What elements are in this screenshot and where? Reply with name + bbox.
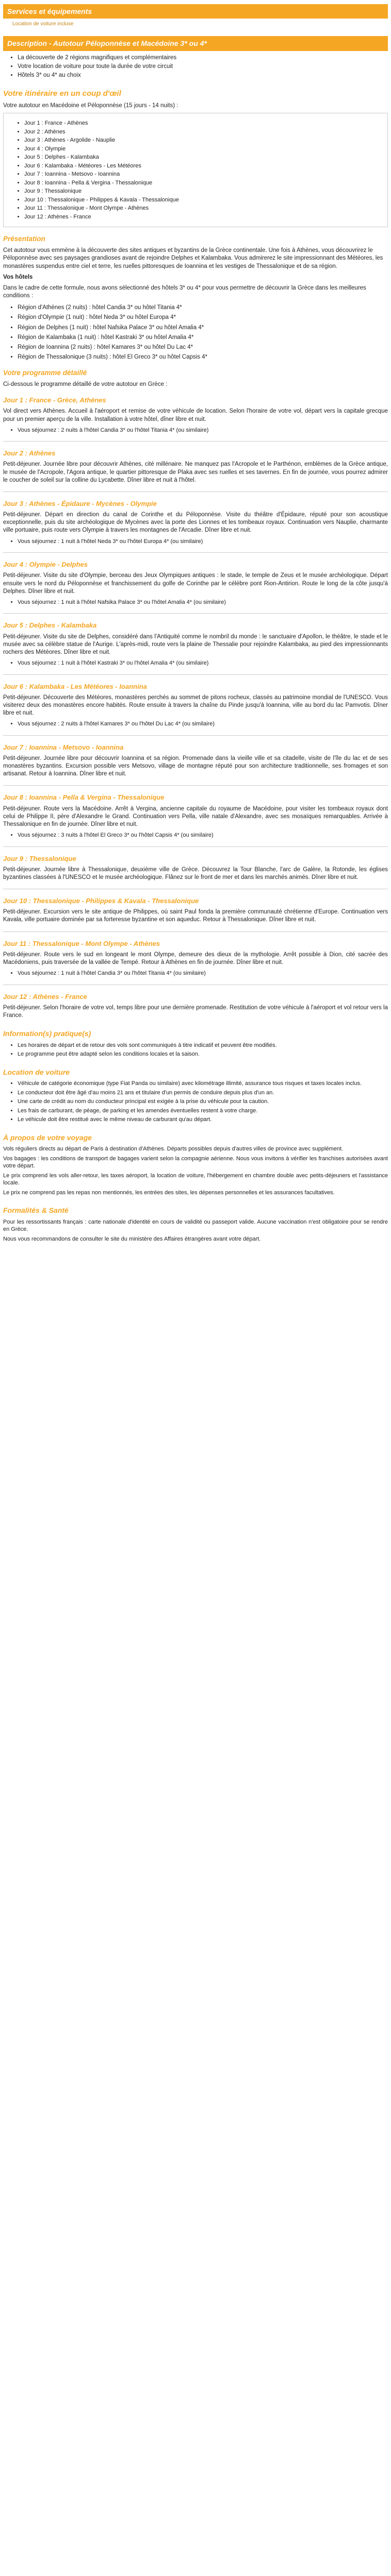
itinerary-day: • Jour 9 : Thessalonique	[24, 188, 380, 195]
car-rental-link[interactable]: Location de voiture incluse	[12, 21, 74, 27]
day-title: Jour 11 : Thessalonique - Mont Olympe - Athènes	[3, 939, 160, 947]
car-rental-item: • Véhicule de catégorie économique (type Fiat Panda ou similaire) avec kilométrage illimité, assurance tous risques et taxes locales inclus.	[18, 1080, 388, 1088]
day-hotel: • Vous séjournez : 1 nuit à l'hôtel Nafsika Palace 3* ou l'hôtel Amalia 4* (ou similaire)	[18, 599, 388, 606]
trip-info-text: Vos bagages : les conditions de transport de bagages varient selon la compagnie aérienne. Nous vous invitons à vérifier les franchises autorisées avant votre départ.	[3, 1155, 388, 1170]
car-rental-item: • Une carte de crédit au nom du conducteur principal est exigée à la prise du véhicule pour la caution.	[18, 1098, 388, 1106]
day-hotel: • Vous séjournez : 1 nuit à l'hôtel Neda 3* ou l'hôtel Europa 4* (ou similaire)	[18, 538, 388, 546]
intro-bullet: • Hôtels 3* ou 4* au choix	[18, 72, 388, 79]
day-title: Jour 5 : Delphes - Kalambaka	[3, 621, 97, 630]
hotels-heading: Vos hôtels	[3, 274, 33, 280]
day-hotel: • Vous séjournez : 3 nuits à l'hôtel El Greco 3* ou l'hôtel Capsis 4* (ou similaire)	[18, 832, 388, 839]
car-rental-item: • Le véhicule doit être restitué avec le même niveau de carburant qu'au départ.	[18, 1116, 388, 1124]
day-title: Jour 3 : Athènes - Épidaure - Mycènes - Olympie	[3, 499, 157, 507]
day-text: Petit-déjeuner. Départ en direction du canal de Corinthe et du Péloponnèse. Visite du théâtre d'Épidaure, réputé pour son acoustique exceptionnelle, puis du site archéologique de Mycènes avec la porte des Lionnes et les tombeaux royaux. Continuation vers Nauplie, charmante ville portuaire, puis route vers Olympie à travers les montagnes de l'Arcadie. Dîner libre et nuit.	[3, 512, 388, 534]
day-11	[3, 939, 388, 985]
hotel-item: • Région de Ioannina (2 nuits) : hôtel Kamares 3* ou hôtel Du Lac 4*	[18, 344, 388, 351]
day-title: Jour 7 : Ioannina - Metsovo - Ioannina	[3, 743, 124, 751]
practical-info-item: • Les horaires de départ et de retour des vols sont communiqués à titre indicatif et peuvent être modifiés.	[18, 1042, 388, 1049]
day-hotel: • Vous séjournez : 2 nuits à l'hôtel Candia 3* ou l'hôtel Titania 4* (ou similaire)	[18, 427, 388, 434]
practical-info-title: Information(s) pratique(s)	[3, 1029, 91, 1038]
itinerary-day: • Jour 5 : Delphes - Kalambaka	[24, 154, 380, 161]
divider	[3, 785, 388, 786]
day-8	[3, 793, 388, 846]
itinerary-title: Votre itinéraire en un coup d'œil	[3, 89, 121, 98]
intro-bullets	[3, 54, 388, 80]
day-9	[3, 854, 388, 890]
day-title: Jour 1 : France - Grèce, Athènes	[3, 396, 106, 404]
day-5	[3, 621, 388, 674]
itinerary-day: • Jour 11 : Thessalonique - Mont Olympe - Athènes	[24, 205, 380, 212]
itinerary-summary-box	[3, 113, 388, 227]
services-section-title: Services et équipements	[3, 4, 388, 19]
car-rental-item: • Le conducteur doit être âgé d'au moins 21 ans et titulaire d'un permis de conduire depuis plus d'un an.	[18, 1089, 388, 1097]
day-text: Petit-déjeuner. Route vers le sud en longeant le mont Olympe, demeure des dieux de la mythologie. Arrêt possible à Dion, cité sacrée des Macédoniens, puis traversée de la vallée de Tempé. Retour à Athènes en fin de journée. Dîner libre et nuit.	[3, 951, 388, 965]
itinerary-subtitle: Votre autotour en Macédoine et Péloponnèse (15 jours - 14 nuits) :	[3, 103, 178, 109]
day-hotel: • Vous séjournez : 2 nuits à l'hôtel Kamares 3* ou l'hôtel Du Lac 4* (ou similaire)	[18, 720, 388, 728]
formalities-title: Formalités & Santé	[3, 1206, 69, 1215]
itinerary-day: • Jour 8 : Ioannina - Pella & Vergina - Thessalonique	[24, 179, 380, 187]
trip-info-title: À propos de votre voyage	[3, 1133, 92, 1142]
hotel-item: • Région d'Athènes (2 nuits) : hôtel Candia 3* ou hôtel Titania 4*	[18, 304, 388, 312]
day-text: Petit-déjeuner. Route vers la Macédoine. Arrêt à Vergina, ancienne capitale du royaume de Macédoine, pour visiter les tombeaux royaux dont celui de Philippe II, père d'Alexandre le Grand. Continuation vers Pella, ville natale d'Alexandre, avec ses mosaïques remarquables. Arrivée à Thessalonique en fin de journée. Dîner libre et nuit.	[3, 805, 388, 827]
day-text: Petit-déjeuner. Journée libre pour découvrir Athènes, cité millénaire. Ne manquez pas l'Acropole et le Parthénon, emblèmes de la Grèce antique, le musée de l'Acropole, l'Agora antique, le quartier pittoresque de Plaka avec ses ruelles et ses tavernes. En fin de journée, vous pourrez admirer le coucher de soleil sur la colline du Lycabette. Dîner libre et nuit à l'hôtel.	[3, 461, 388, 483]
day-text: Vol direct vers Athènes. Accueil à l'aéroport et remise de votre véhicule de location. Selon l'horaire de votre vol, départ vers la capitale grecque pour un premier aperçu de la ville. Installation à votre hôtel, dîner libre et nuit.	[3, 408, 388, 422]
hotels-list	[3, 304, 388, 361]
divider	[3, 552, 388, 553]
day-1	[3, 396, 388, 442]
car-rental-item: • Les frais de carburant, de péage, de parking et les amendes éventuelles restent à votre charge.	[18, 1107, 388, 1115]
day-text: Petit-déjeuner. Selon l'horaire de votre vol, temps libre pour une dernière promenade. Restitution de votre véhicule à l'aéroport et vol retour vers la France.	[3, 1004, 388, 1019]
day-6	[3, 682, 388, 736]
day-title: Jour 6 : Kalambaka - Les Météores - Ioannina	[3, 682, 147, 690]
day-title: Jour 2 : Athènes	[3, 449, 56, 457]
itinerary-day: • Jour 12 : Athènes - France	[24, 213, 380, 221]
hotels-intro: Dans le cadre de cette formule, nous avons sélectionné des hôtels 3* ou 4* pour vous permettre de découvrir la Grèce dans les meilleures conditions :	[3, 284, 366, 299]
day-text: Petit-déjeuner. Journée libre à Thessalonique, deuxième ville de Grèce. Découvrez la Tour Blanche, l'arc de Galère, la Rotonde, les églises byzantines classées à l'UNESCO et le musée archéologique. Flânez sur le front de mer et dans les marchés animés. Dîner libre et nuit.	[3, 866, 388, 880]
itinerary-day: • Jour 4 : Olympie	[24, 145, 380, 153]
day-text: Petit-déjeuner. Journée libre pour découvrir Ioannina et sa région. Promenade dans la vieille ville et sa citadelle, visite de l'île du lac et de ses monastères byzantins. Excursion possible vers Metsovo, village de montagne réputé pour son architecture traditionnelle, ses fromages et son artisanat. Retour à Ioannina. Dîner libre et nuit.	[3, 755, 388, 777]
presentation-text: Cet autotour vous emmène à la découverte des sites antiques et byzantins de la Grèce continentale. Une fois à Athènes, vous découvrirez le Péloponnèse avec ses paysages grandioses avant de rejoindre Delphes et Kalambaka. Vous admirerez le site impressionnant des Météores, les monastères suspendus entre ciel et terre, les ruelles pittoresques de Ioannina et les vestiges de Thessalonique et de sa région.	[3, 247, 383, 269]
formalities-text: Pour les ressortissants français : carte nationale d'identité en cours de validité ou passeport valide. Aucune vaccination n'est obligatoire pour se rendre en Grèce.	[3, 1218, 388, 1233]
practical-info-item: • Le programme peut être adapté selon les conditions locales et la saison.	[18, 1050, 388, 1058]
day-7	[3, 743, 388, 786]
itinerary-day: • Jour 3 : Athènes - Argolide - Nauplie	[24, 137, 380, 144]
hotel-item: • Région de Kalambaka (1 nuit) : hôtel Kastraki 3* ou hôtel Amalia 4*	[18, 334, 388, 342]
day-title: Jour 12 : Athènes - France	[3, 992, 87, 1001]
formalities-text: Nous vous recommandons de consulter le site du ministère des Affaires étrangères avant votre départ.	[3, 1235, 261, 1242]
page	[0, 4, 391, 1243]
divider	[3, 613, 388, 614]
trip-info-text: Le prix ne comprend pas les repas non mentionnés, les entrées des sites, les dépenses personnelles et les assurances facultatives.	[3, 1189, 335, 1196]
trip-info-text: Vols réguliers directs au départ de Paris à destination d'Athènes. Départs possibles depuis d'autres villes de province avec supplément.	[3, 1146, 344, 1153]
day-text: Petit-déjeuner. Visite du site de Delphes, considéré dans l'Antiquité comme le nombril du monde : le sanctuaire d'Apollon, le théâtre, le stade et le musée avec sa célèbre statue de l'Aurige. L'après-midi, route vers la plaine de Thessalie pour rejoindre Kalambaka, au pied des impressionnants rochers des Météores. Dîner libre et nuit.	[3, 633, 388, 655]
day-text: Petit-déjeuner. Excursion vers le site antique de Philippes, où saint Paul fonda la première communauté chrétienne d'Europe. Continuation vers Kavala, ville portuaire dominée par sa forteresse byzantine et son aqueduc. Retour à Thessalonique. Dîner libre et nuit.	[3, 909, 388, 923]
day-2	[3, 449, 388, 492]
divider	[3, 931, 388, 932]
itinerary-day: • Jour 1 : France - Athènes	[24, 120, 380, 127]
hotel-item: • Région d'Olympie (1 nuit) : hôtel Neda 3* ou hôtel Europa 4*	[18, 314, 388, 321]
practical-info-list	[3, 1042, 388, 1058]
presentation-title: Présentation	[3, 235, 45, 243]
day-10	[3, 896, 388, 932]
day-title: Jour 8 : Ioannina - Pella & Vergina - Thessalonique	[3, 793, 165, 802]
divider	[3, 846, 388, 847]
description-section-title: Description - Autotour Péloponnèse et Macédoine 3* ou 4*	[3, 36, 388, 50]
car-rental-list	[3, 1080, 388, 1124]
day-title: Jour 10 : Thessalonique - Philippes & Kavala - Thessalonique	[3, 897, 199, 905]
day-hotel: • Vous séjournez : 1 nuit à l'hôtel Candia 3* ou l'hôtel Titania 4* (ou similaire)	[18, 970, 388, 977]
day-text: Petit-déjeuner. Visite du site d'Olympie, berceau des Jeux Olympiques antiques : le stade, le temple de Zeus et le musée archéologique. Départ ensuite vers le nord du Péloponnèse et franchissement du golfe de Corinthe par le célèbre pont Rion-Antirion. Route le long de la côte jusqu'à Delphes. Dîner libre et nuit.	[3, 572, 388, 595]
car-rental-title: Location de voiture	[3, 1067, 70, 1076]
day-3	[3, 499, 388, 553]
itinerary-day: • Jour 2 : Athènes	[24, 128, 380, 136]
day-title: Jour 4 : Olympie - Delphes	[3, 561, 88, 569]
program-title: Votre programme détaillé	[3, 369, 87, 377]
divider	[3, 735, 388, 736]
day-4	[3, 560, 388, 614]
itinerary-day: • Jour 6 : Kalambaka - Météores - Les Météores	[24, 162, 380, 170]
itinerary-day: • Jour 10 : Thessalonique - Philippes & Kavala - Thessalonique	[24, 196, 380, 204]
intro-bullet: • La découverte de 2 régions magnifiques et complémentaires	[18, 54, 388, 62]
hotel-item: • Région de Delphes (1 nuit) : hôtel Nafsika Palace 3* ou hôtel Amalia 4*	[18, 324, 388, 332]
hotel-item: • Région de Thessalonique (3 nuits) : hôtel El Greco 3* ou hôtel Capsis 4*	[18, 353, 388, 361]
day-text: Petit-déjeuner. Découverte des Météores, monastères perchés au sommet de pitons rocheux, classés au patrimoine mondial de l'UNESCO. Vous visiterez deux des monastères encore habités. Route ensuite à travers la chaîne du Pinde jusqu'à Ioannina, ville au bord du lac Pamvotis. Dîner libre et nuit.	[3, 694, 388, 717]
trip-info-text: Le prix comprend les vols aller-retour, les taxes aéroport, la location de voiture, l'hébergement en chambre double avec petits-déjeuners et l'assistance locale.	[3, 1172, 388, 1187]
day-12	[3, 992, 388, 1020]
intro-bullet: • Votre location de voiture pour toute la durée de votre circuit	[18, 63, 388, 71]
program-subtitle: Ci-dessous le programme détaillé de votre autotour en Grèce :	[3, 381, 168, 388]
divider	[3, 441, 388, 442]
itinerary-day: • Jour 7 : Ioannina - Metsovo - Ioannina	[24, 171, 380, 178]
divider	[3, 674, 388, 675]
day-title: Jour 9 : Thessalonique	[3, 854, 76, 862]
day-hotel: • Vous séjournez : 1 nuit à l'hôtel Kastraki 3* ou l'hôtel Amalia 4* (ou similaire)	[18, 659, 388, 667]
